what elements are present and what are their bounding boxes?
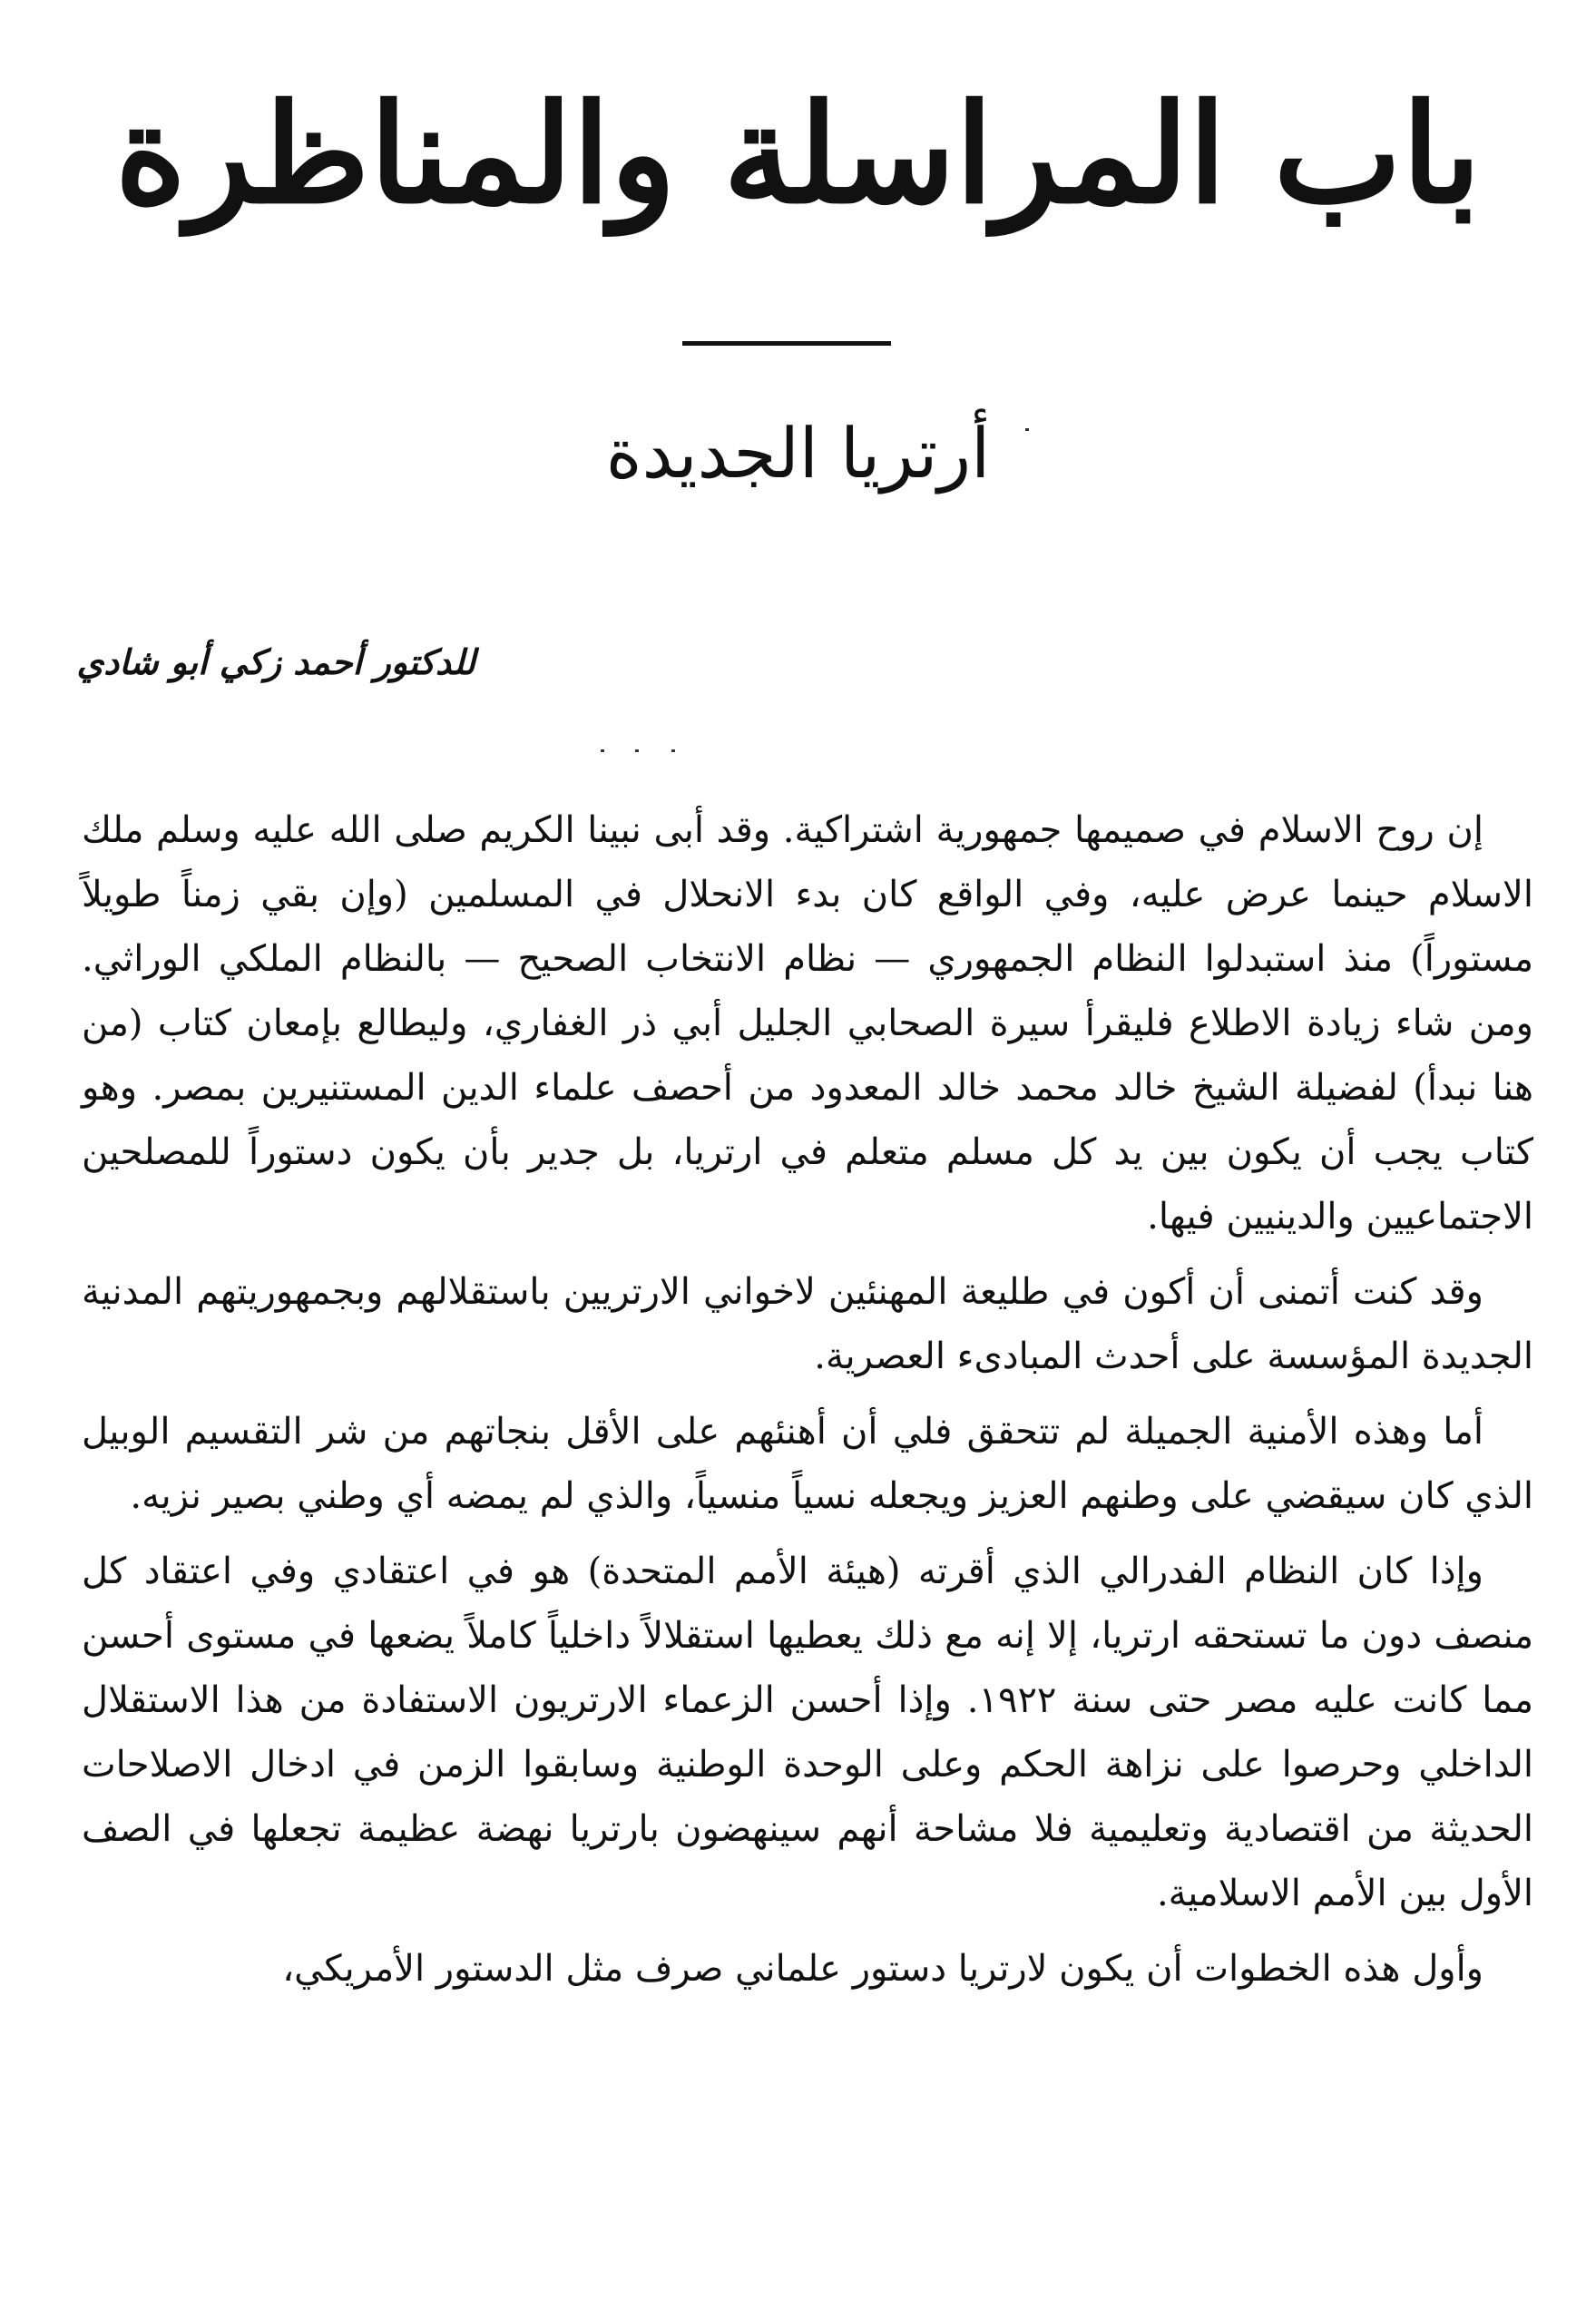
paragraph: إن روح الاسلام في صميمها جمهورية اشتراكية. وقد أبى نبينا الكريم صلى الله عليه وسلم ملك الاسلام حينما عرض عليه، وفي الواقع كان بدء الانحلال في المسلمين (وإن بقي زمناً طويلاً مستوراً) منذ استبدلوا النظام الجمهوري — نظام الانتخاب الصحيح — بالنظام الملكي الوراثي. ومن شاء زيادة الاطلاع فليقرأ سيرة الصحابي الجليل أبي ذر الغفاري، وليطالع بإمعان كتاب (من هنا نبدأ) لفضيلة الشيخ خالد محمد خالد المعدود من أحصف علماء الدين المستنيرين بمصر. وهو كتاب يجب أن يكون بين يد كل مسلم متعلم في ارتريا، بل جدير بأن يكون دستوراً للمصلحين الاجتماعيين والدينيين فيها. [82,809,1533,1238]
print-speck [601,749,604,752]
author-byline: للدكتور أحمد زكي أبو شادي [76,641,475,682]
article-body [82,798,1533,2012]
print-speck [1025,428,1029,431]
paragraph: وقد كنت أتمنى أن أكون في طليعة المهنئين لاخواني الارتريين باستقلالهم وبجمهوريتهم المدنية الجديدة المؤسسة على أحدث المبادىء العصرية. [82,1271,1533,1377]
print-speck [635,749,639,752]
print-speck [671,749,675,752]
header-divider [682,341,891,346]
article-title: أرتريا الجديدة [605,413,991,494]
paragraph: أما وهذه الأمنية الجميلة لم تتحقق فلي أن أهنئهم على الأقل بنجاتهم من شر التقسيم الوبيل الذي كان سيقضي على وطنهم العزيز ويجعله نسياً منسياً، والذي لم يمضه أي وطني بصير نزيه. [82,1411,1533,1517]
paragraph: وأول هذه الخطوات أن يكون لارتريا دستور علماني صرف مثل الدستور الأمريكي، [282,1948,1483,1990]
section-header-title: باب المراسلة والمناظرة [114,74,1482,234]
paragraph: وإذا كان النظام الفدرالي الذي أقرته (هيئة الأمم المتحدة) هو في اعتقادي وفي اعتقاد كل منصف دون ما تستحقه ارتريا، إلا إنه مع ذلك يعطيها استقلالاً داخلياً كاملاً يضعها في مستوى أحسن مما كانت عليه مصر حتى سنة ١٩٢٢. وإذا أحسن الزعماء الارتريون الاستفادة من هذا الاستقلال الداخلي وحرصوا على نزاهة الحكم وعلى الوحدة الوطنية وسابقوا الزمن في ادخال الاصلاحات الحديثة من اقتصادية وتعليمية فلا مشاحة أنهم سينهضون بارتريا نهضة عظيمة تجعلها في الصف الأول بين الأمم الاسلامية. [82,1551,1533,1914]
